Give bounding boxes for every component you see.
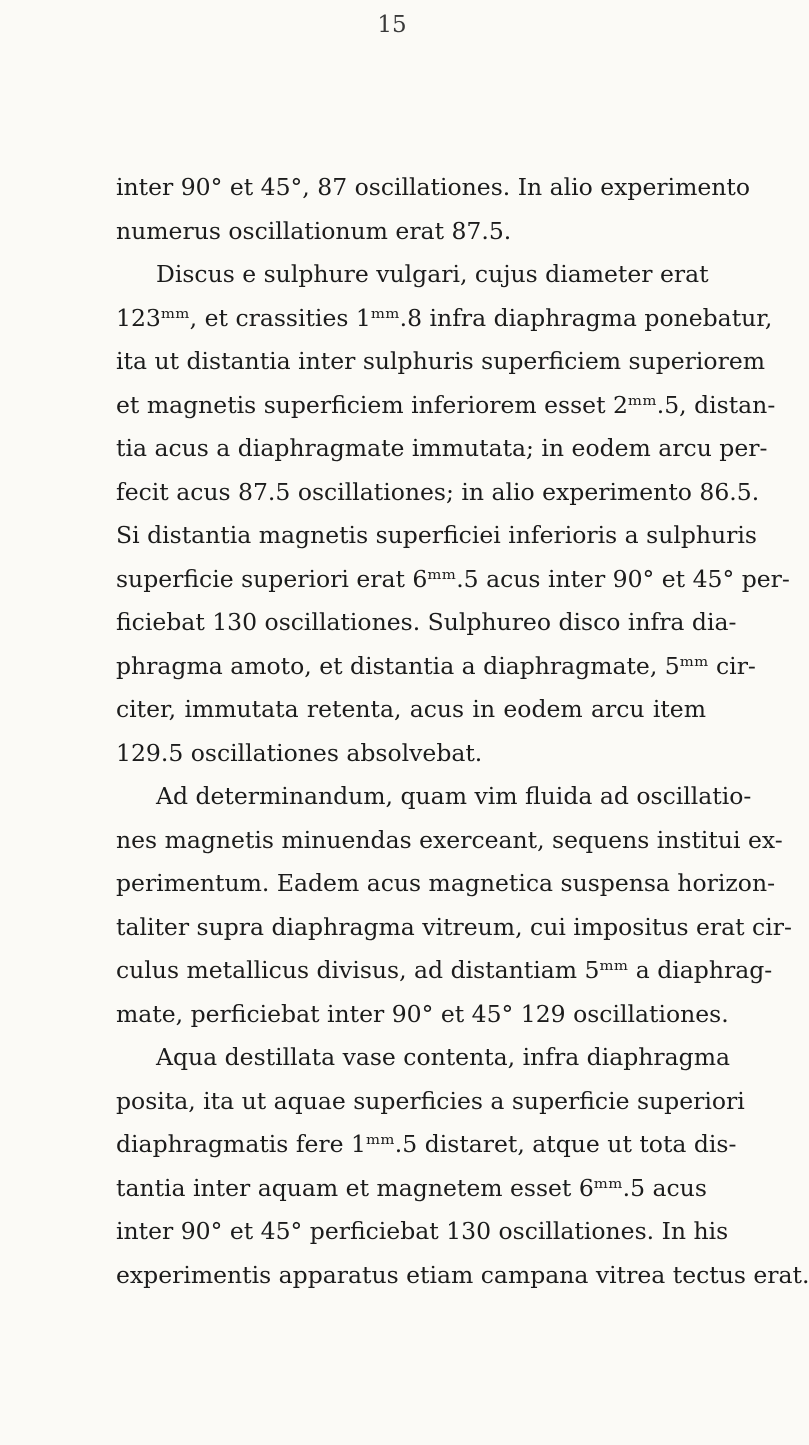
text-line: Si distantia magnetis superficiei inferioris a sulphuris xyxy=(116,521,757,549)
text-line: tantia inter aquam et magnetem esset 6ᵐᵐ.5 acus xyxy=(116,1173,707,1202)
paragraph-start-line: Ad determinandum, quam vim fluida ad oscillatio- xyxy=(156,782,752,810)
text-line: perimentum. Eadem acus magnetica suspensa horizon- xyxy=(116,869,776,897)
text-line: inter 90° et 45° perficiebat 130 oscillationes. In his xyxy=(116,1217,729,1245)
text-line: 123ᵐᵐ, et crassities 1ᵐᵐ.8 infra diaphragma ponebatur, xyxy=(116,303,773,332)
text-line: numerus oscillationum erat 87.5. xyxy=(116,216,512,245)
text-line: fecit acus 87.5 oscillationes; in alio experimento 86.5. xyxy=(116,477,760,506)
text-line: ita ut distantia inter sulphuris superficiem superiorem xyxy=(116,347,766,375)
text-line: superficie superiori erat 6ᵐᵐ.5 acus inter 90° et 45° per- xyxy=(116,564,790,593)
text-line: tia acus a diaphragmate immutata; in eodem arcu per- xyxy=(116,434,768,462)
text-line: phragma amoto, et distantia a diaphragmate, 5ᵐᵐ cir- xyxy=(116,651,756,680)
text-line: et magnetis superficiem inferiorem esset 2ᵐᵐ.5, distan- xyxy=(116,390,776,419)
text-line: culus metallicus divisus, ad distantiam 5ᵐᵐ a diaphrag- xyxy=(116,956,773,984)
text-line: diaphragmatis fere 1ᵐᵐ.5 distaret, atque ut tota dis- xyxy=(116,1130,737,1158)
text-line: 129.5 oscillationes absolvebat. xyxy=(116,738,483,767)
text-line: ficiebat 130 oscillationes. Sulphureo disco infra dia- xyxy=(116,608,737,636)
text-line: experimentis apparatus etiam campana vitrea tectus erat. xyxy=(116,1260,809,1289)
text-line: taliter supra diaphragma vitreum, cui impositus erat cir- xyxy=(116,912,792,941)
paragraph-start-line: Discus e sulphure vulgari, cujus diameter erat xyxy=(156,260,709,288)
text-line: citer, immutata retenta, acus in eodem arcu item xyxy=(116,695,706,723)
text-line: nes magnetis minuendas exerceant, sequens institui ex- xyxy=(116,825,783,854)
paragraph-start-line: Aqua destillata vase contenta, infra diaphragma xyxy=(156,1043,731,1071)
text-line: inter 90° et 45°, 87 oscillationes. In alio experimento xyxy=(116,173,751,201)
page-number: 15 xyxy=(377,12,407,38)
body-text xyxy=(116,166,809,1297)
text-line: mate, perficiebat inter 90° et 45° 129 oscillationes. xyxy=(116,999,729,1028)
text-line: posita, ita ut aquae superficies a superficie superiori xyxy=(116,1086,745,1115)
